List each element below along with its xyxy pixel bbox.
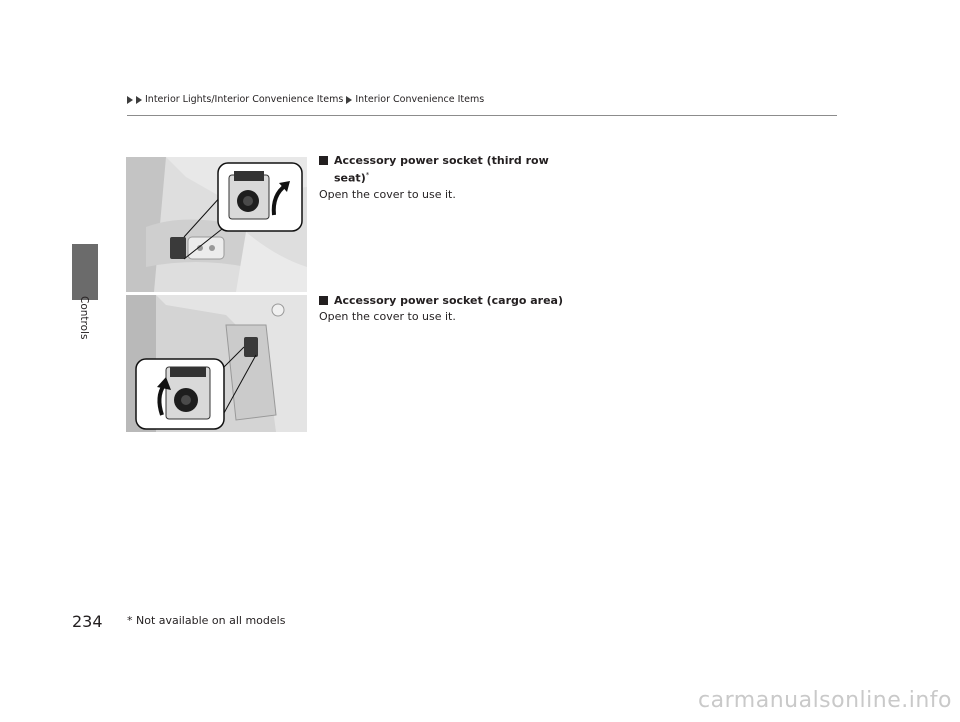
section-heading-text: Accessory power socket (third row seat)	[334, 154, 549, 185]
breadcrumb-parent[interactable]: Interior Lights/Interior Convenience Items	[145, 94, 344, 105]
header-divider	[127, 115, 837, 116]
section-body: Open the cover to use it.	[319, 187, 456, 201]
breadcrumb-arrow-icon	[136, 96, 142, 104]
watermark: carmanualsonline.info	[698, 688, 952, 713]
third-row-socket-illustration	[126, 157, 307, 292]
breadcrumb-current: Interior Convenience Items	[355, 94, 485, 105]
not-all-models-marker: *	[365, 171, 370, 179]
breadcrumb	[127, 94, 484, 105]
breadcrumb-arrow-icon	[127, 96, 133, 104]
section-heading-text: Accessory power socket (cargo area)	[334, 294, 564, 307]
breadcrumb-arrow-icon	[346, 96, 352, 104]
page-number: 234	[72, 612, 103, 631]
chapter-tab	[72, 244, 98, 300]
square-bullet-icon	[319, 156, 328, 165]
cargo-area-socket-section	[319, 293, 619, 324]
third-row-socket-section	[319, 153, 549, 202]
cargo-area-socket-illustration	[126, 295, 307, 432]
footnote: * Not available on all models	[127, 614, 286, 627]
section-heading	[319, 293, 619, 308]
section-heading	[319, 153, 549, 186]
section-body: Open the cover to use it.	[319, 310, 456, 323]
square-bullet-icon	[319, 296, 328, 305]
chapter-label: Controls	[78, 296, 90, 340]
